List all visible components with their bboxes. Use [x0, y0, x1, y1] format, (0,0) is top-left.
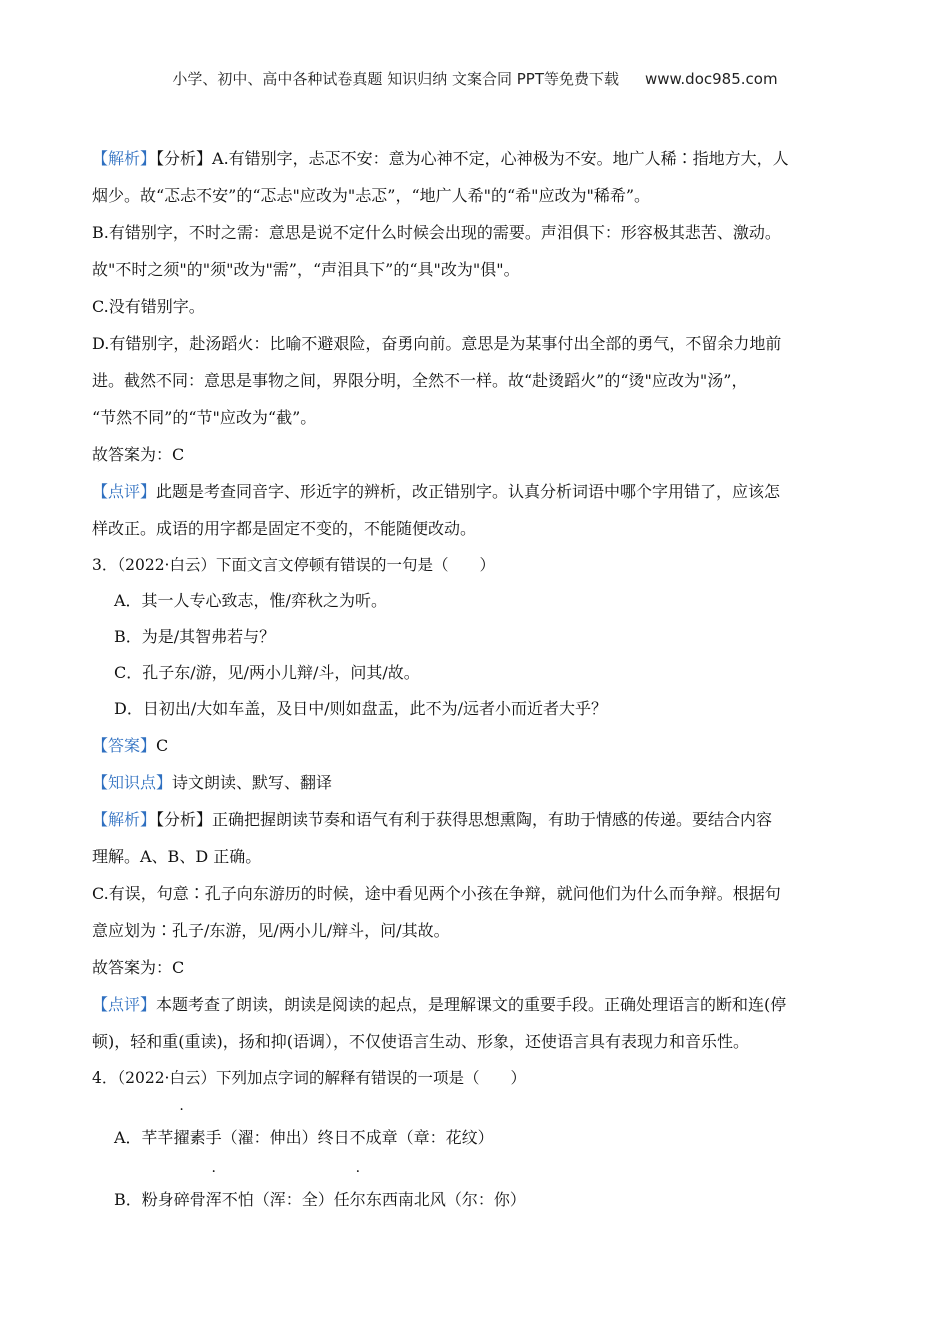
dotted-char: 浑	[205, 1190, 222, 1209]
analysis-line: “节然不同”的“节"应改为“截”。	[92, 408, 317, 427]
dotted-char: 尔	[349, 1190, 366, 1209]
q3-analysis: 理解。A、B、D 正确。	[92, 847, 262, 866]
q3-option-d[interactable]: D．日初出/大如车盖，及日中/则如盘盂，此不为/远者小而近者大乎？	[114, 699, 608, 718]
q3-answer: 【答案】C	[92, 736, 169, 755]
comment-line: 样改正。成语的用字都是固定不变的，不能随便改动。	[92, 519, 477, 538]
analysis-line: C.没有错别字。	[92, 297, 205, 316]
q3-final-answer: 故答案为：C	[92, 958, 185, 977]
analysis-line: B.有错别字，不时之需：意思是说不定什么时候会出现的需要。声泪俱下：形容极其悲苦、激动。	[92, 223, 781, 242]
analysis-line: 【解析】【分析】A.有错别字，忐忑不安：意为心神不定，心神极为不安。地广人稀∶指地方大，人	[92, 149, 789, 168]
q3-analysis: C.有误，句意∶孔子向东游历的时候，途中看见两个小孩在争辩，就问他们为什么而争辩。根据句	[92, 884, 781, 903]
answer-line: 故答案为：C	[92, 445, 185, 464]
q3-option-a[interactable]: A．其一人专心致志，惟/弈秋之为听。	[114, 591, 387, 610]
document-body	[92, 140, 872, 1220]
comment-line: 【点评】此题是考查同音字、形近字的辨析，改正错别字。认真分析词语中哪个字用错了，应该怎	[92, 482, 781, 501]
header-text: 小学、初中、高中各种试卷真题 知识归纳 文案合同 PPT等免费下载	[172, 70, 619, 88]
dotted-char: 擢	[173, 1128, 190, 1147]
analysis-line: 烟少。故“忑忐不安”的“忑忐"应改为"忐忑”，“地广人希"的“希"应改为"稀希”。	[92, 186, 651, 205]
q3-option-b[interactable]: B．为是/其智弗若与？	[114, 627, 276, 646]
q3-analysis: 意应划为∶孔子/东游，见/两小儿/辩斗，问/其故。	[92, 921, 450, 940]
q3-knowledge-point: 【知识点】诗文朗读、默写、翻译	[92, 773, 333, 792]
question-3-stem: 3．（2022·白云）下面文言文停顿有错误的一句是（ ）	[92, 556, 495, 574]
q3-option-c[interactable]: C．孔子东/游，见/两小儿辩/斗，问其/故。	[114, 663, 420, 682]
header-url[interactable]: www.doc985.com	[644, 70, 778, 88]
tag-jiexi: 【解析】	[92, 149, 157, 168]
page-header	[0, 68, 950, 89]
analysis-line: D.有错别字，赴汤蹈火：比喻不避艰险，奋勇向前。意思是为某事付出全部的勇气，不留余力地前	[92, 334, 782, 353]
analysis-line: 故"不时之须"的"须"改为"需”，“声泪具下”的“具"改为"俱"。	[92, 260, 520, 279]
q3-comment: 【点评】本题考查了朗读，朗读是阅读的起点，是理解课文的重要手段。正确处理语言的断和连(停	[92, 995, 787, 1014]
q3-analysis: 【解析】【分析】正确把握朗读节奏和语气有利于获得思想熏陶，有助于情感的传递。要结合内容	[92, 810, 773, 829]
q4-option-b[interactable]: B．粉身碎骨浑不怕（浑：全）任尔东西南北风（尔：你）	[92, 1180, 872, 1220]
question-4-stem: 4．（2022·白云）下列加点字词的解释有错误的一项是（ ）	[92, 1069, 526, 1087]
analysis-line: 进。截然不同：意思是事物之间，界限分明，全然不一样。故“赴烫蹈火”的“烫"应改为"汤”，	[92, 371, 748, 390]
q4-option-a[interactable]: A．芊芊擢素手（濯：伸出）终日不成章（章：花纹）	[92, 1118, 872, 1158]
q3-comment: 顿)，轻和重(重读)，扬和抑(语调），不仅使语言生动、形象，还使语言具有表现力和音乐性。	[92, 1032, 749, 1051]
tag-dianping: 【点评】	[92, 482, 157, 501]
